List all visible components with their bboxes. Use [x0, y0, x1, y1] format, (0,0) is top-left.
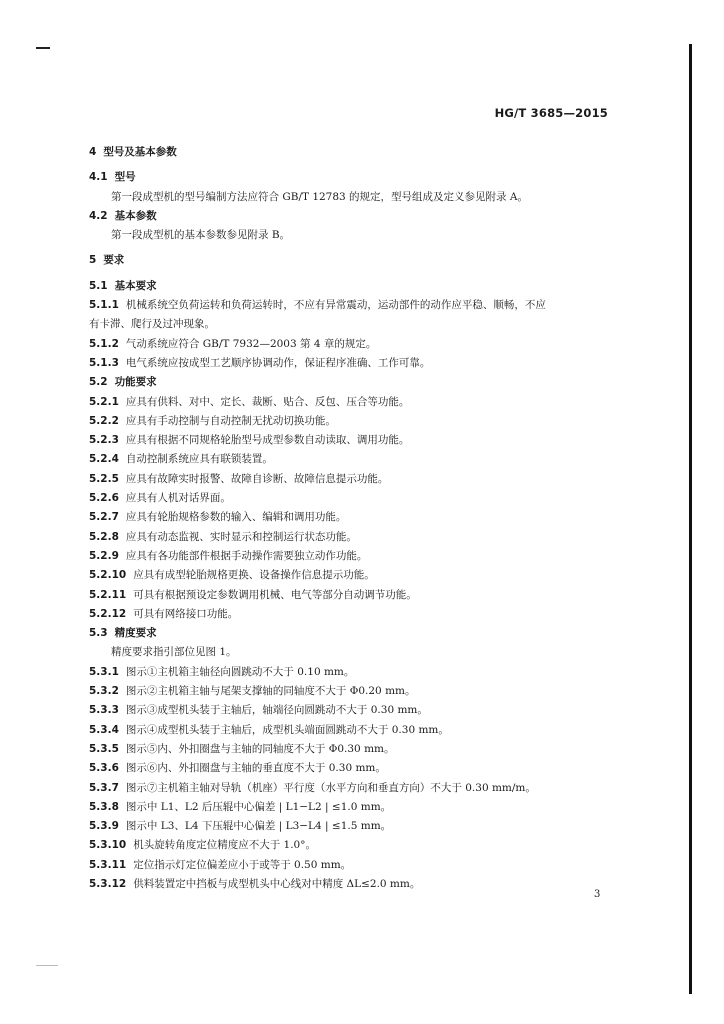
paragraph-line	[89, 759, 609, 778]
paragraph-line	[89, 508, 609, 527]
clause-number: 5.3.12	[89, 877, 127, 890]
clause-number: 5.3.5	[89, 742, 119, 755]
paragraph-line	[89, 566, 609, 585]
paragraph-line	[89, 779, 609, 798]
clause-text: 型号	[114, 171, 136, 184]
paragraph-line	[89, 836, 609, 855]
clause-number: 5.3.9	[89, 820, 119, 833]
page-number: 3	[594, 889, 601, 900]
section-heading	[89, 373, 609, 392]
clause-number: 5.3.7	[89, 781, 119, 794]
clause-text: 应具有供料、对中、定长、裁断、贴合、反包、压合等功能。	[125, 395, 410, 408]
clause-text: 第一段成型机的基本参数参见附录 B。	[111, 229, 291, 242]
clause-text: 气动系统应符合 GB/T 7932—2003 第 4 章的规定。	[125, 337, 377, 350]
paragraph-line	[89, 296, 609, 315]
paragraph-line	[89, 470, 609, 489]
clause-number: 5.2	[89, 376, 108, 389]
clause-number: 5.1	[89, 279, 108, 292]
clause-text: 应具有故障实时报警、故障自诊断、故障信息提示功能。	[125, 472, 389, 485]
section-heading	[89, 277, 609, 296]
paragraph-line	[89, 450, 609, 469]
clause-number: 4.2	[89, 209, 108, 222]
paragraph-line	[89, 605, 609, 624]
clause-number: 4.1	[89, 171, 108, 184]
section-heading	[89, 143, 609, 162]
clause-text: 供料装置定中挡板与成型机头中心线对中精度 ΔL≤2.0 mm。	[133, 877, 421, 890]
clause-text: 基本参数	[114, 209, 157, 222]
clause-text: 自动控制系统应具有联锁装置。	[125, 453, 273, 466]
scan-mark-bottom	[36, 965, 58, 966]
clause-number: 5.2.1	[89, 395, 119, 408]
paragraph-line	[89, 856, 609, 875]
clause-text: 型号及基本参数	[103, 146, 177, 158]
clause-text: 应具有人机对话界面。	[125, 492, 231, 505]
paragraph-line	[89, 528, 609, 547]
paragraph-line	[89, 188, 609, 207]
paragraph-line	[89, 547, 609, 566]
clause-number: 5.3.3	[89, 704, 119, 717]
paragraph-line	[89, 489, 609, 508]
paragraph-line	[89, 740, 609, 759]
paragraph-line	[89, 393, 609, 412]
clause-text: 应具有成型轮胎规格更换、设备操作信息提示功能。	[133, 569, 375, 582]
paragraph-line	[89, 798, 609, 817]
clause-number: 5.1.3	[89, 356, 119, 369]
clause-number: 5.2.9	[89, 549, 119, 562]
scan-mark	[36, 47, 50, 49]
clause-text: 机械系统空负荷运转和负荷运转时，不应有异常震动，运动部件的动作应平稳、顺畅，不应	[125, 299, 546, 312]
clause-number: 5.2.12	[89, 607, 127, 620]
clause-text: 图示⑤内、外扣圈盘与主轴的同轴度不大于 Φ0.30 mm。	[125, 742, 395, 755]
clause-number: 5.2.7	[89, 511, 119, 524]
page-edge-line	[689, 44, 692, 994]
paragraph-line	[89, 412, 609, 431]
clause-text: 机头旋转角度定位精度应不大于 1.0°。	[133, 839, 316, 852]
paragraph-line	[89, 315, 609, 334]
paragraph-line	[89, 682, 609, 701]
clause-number: 5.2.3	[89, 434, 119, 447]
paragraph-line	[89, 226, 609, 245]
clause-text: 可具有网络接口功能。	[133, 607, 239, 620]
section-heading	[89, 168, 609, 187]
clause-text: 图示①主机箱主轴径向圆跳动不大于 0.10 mm。	[125, 665, 355, 678]
clause-number: 5.2.10	[89, 569, 127, 582]
paragraph-line	[89, 354, 609, 373]
clause-number: 5	[89, 254, 97, 267]
clause-text: 图示⑥内、外扣圈盘与主轴的垂直度不大于 0.30 mm。	[125, 762, 386, 775]
paragraph-line	[89, 817, 609, 836]
clause-text: 图示③成型机头装于主轴后，轴端径向圆跳动不大于 0.30 mm。	[125, 704, 428, 717]
clause-number: 5.3.11	[89, 858, 127, 871]
clause-text: 电气系统应按成型工艺顺序协调动作，保证程序准确、工作可靠。	[125, 356, 431, 369]
document-body	[89, 143, 609, 894]
clause-text: 精度要求指引部位见图 1。	[111, 646, 237, 659]
clause-number: 4	[89, 146, 97, 158]
clause-number: 5.3.2	[89, 685, 119, 698]
section-heading	[89, 624, 609, 643]
clause-text: 应具有根据不同规格轮胎型号成型参数自动读取、调用功能。	[125, 434, 410, 447]
clause-text: 可具有根据预设定参数调用机械、电气等部分自动调节功能。	[133, 588, 417, 601]
section-heading	[89, 207, 609, 226]
clause-text: 图示②主机箱主轴与尾架支撑轴的同轴度不大于 Φ0.20 mm。	[125, 685, 416, 698]
clause-text: 图示⑦主机箱主轴对导轨（机座）平行度（水平方向和垂直方向）不大于 0.30 mm/m。	[125, 781, 536, 794]
clause-number: 5.1.2	[89, 337, 119, 350]
clause-number: 5.1.1	[89, 299, 119, 312]
clause-number: 5.3.8	[89, 800, 119, 813]
clause-text: 有卡滞、爬行及过冲现象。	[89, 318, 215, 331]
clause-text: 图示④成型机头装于主轴后，成型机头端面圆跳动不大于 0.30 mm。	[125, 723, 449, 736]
clause-number: 5.3	[89, 627, 108, 640]
clause-number: 5.2.5	[89, 472, 119, 485]
paragraph-line	[89, 701, 609, 720]
clause-text: 第一段成型机的型号编制方法应符合 GB/T 12783 的规定，型号组成及定义参见附录 A。	[111, 190, 528, 203]
clause-number: 5.3.10	[89, 839, 127, 852]
clause-text: 定位指示灯定位偏差应小于或等于 0.50 mm。	[133, 858, 352, 871]
clause-text: 要求	[103, 254, 125, 267]
paragraph-line	[89, 643, 609, 662]
standard-code: HG/T 3685—2015	[494, 106, 608, 120]
clause-number: 5.2.11	[89, 588, 127, 601]
clause-number: 5.2.8	[89, 530, 119, 543]
paragraph-line	[89, 335, 609, 354]
clause-text: 应具有手动控制与自动控制无扰动切换功能。	[125, 414, 336, 427]
paragraph-line	[89, 721, 609, 740]
clause-text: 精度要求	[114, 627, 157, 640]
paragraph-line	[89, 586, 609, 605]
clause-number: 5.3.1	[89, 665, 119, 678]
clause-number: 5.2.4	[89, 453, 119, 466]
clause-text: 图示中 L1、L2 后压辊中心偏差 | L1−L2 | ≤1.0 mm。	[125, 800, 392, 813]
paragraph-line	[89, 875, 609, 894]
clause-text: 应具有动态监视、实时显示和控制运行状态功能。	[125, 530, 357, 543]
clause-number: 5.2.6	[89, 492, 119, 505]
clause-number: 5.3.6	[89, 762, 119, 775]
paragraph-line	[89, 431, 609, 450]
clause-text: 功能要求	[114, 376, 157, 389]
paragraph-line	[89, 663, 609, 682]
clause-text: 应具有轮胎规格参数的输入、编辑和调用功能。	[125, 511, 347, 524]
clause-text: 图示中 L3、L4 下压辊中心偏差 | L3−L4 | ≤1.5 mm。	[125, 820, 392, 833]
clause-text: 应具有各功能部件根据手动操作需要独立动作功能。	[125, 549, 368, 562]
clause-number: 5.3.4	[89, 723, 119, 736]
section-heading	[89, 251, 609, 270]
clause-text: 基本要求	[114, 279, 157, 292]
clause-number: 5.2.2	[89, 414, 119, 427]
